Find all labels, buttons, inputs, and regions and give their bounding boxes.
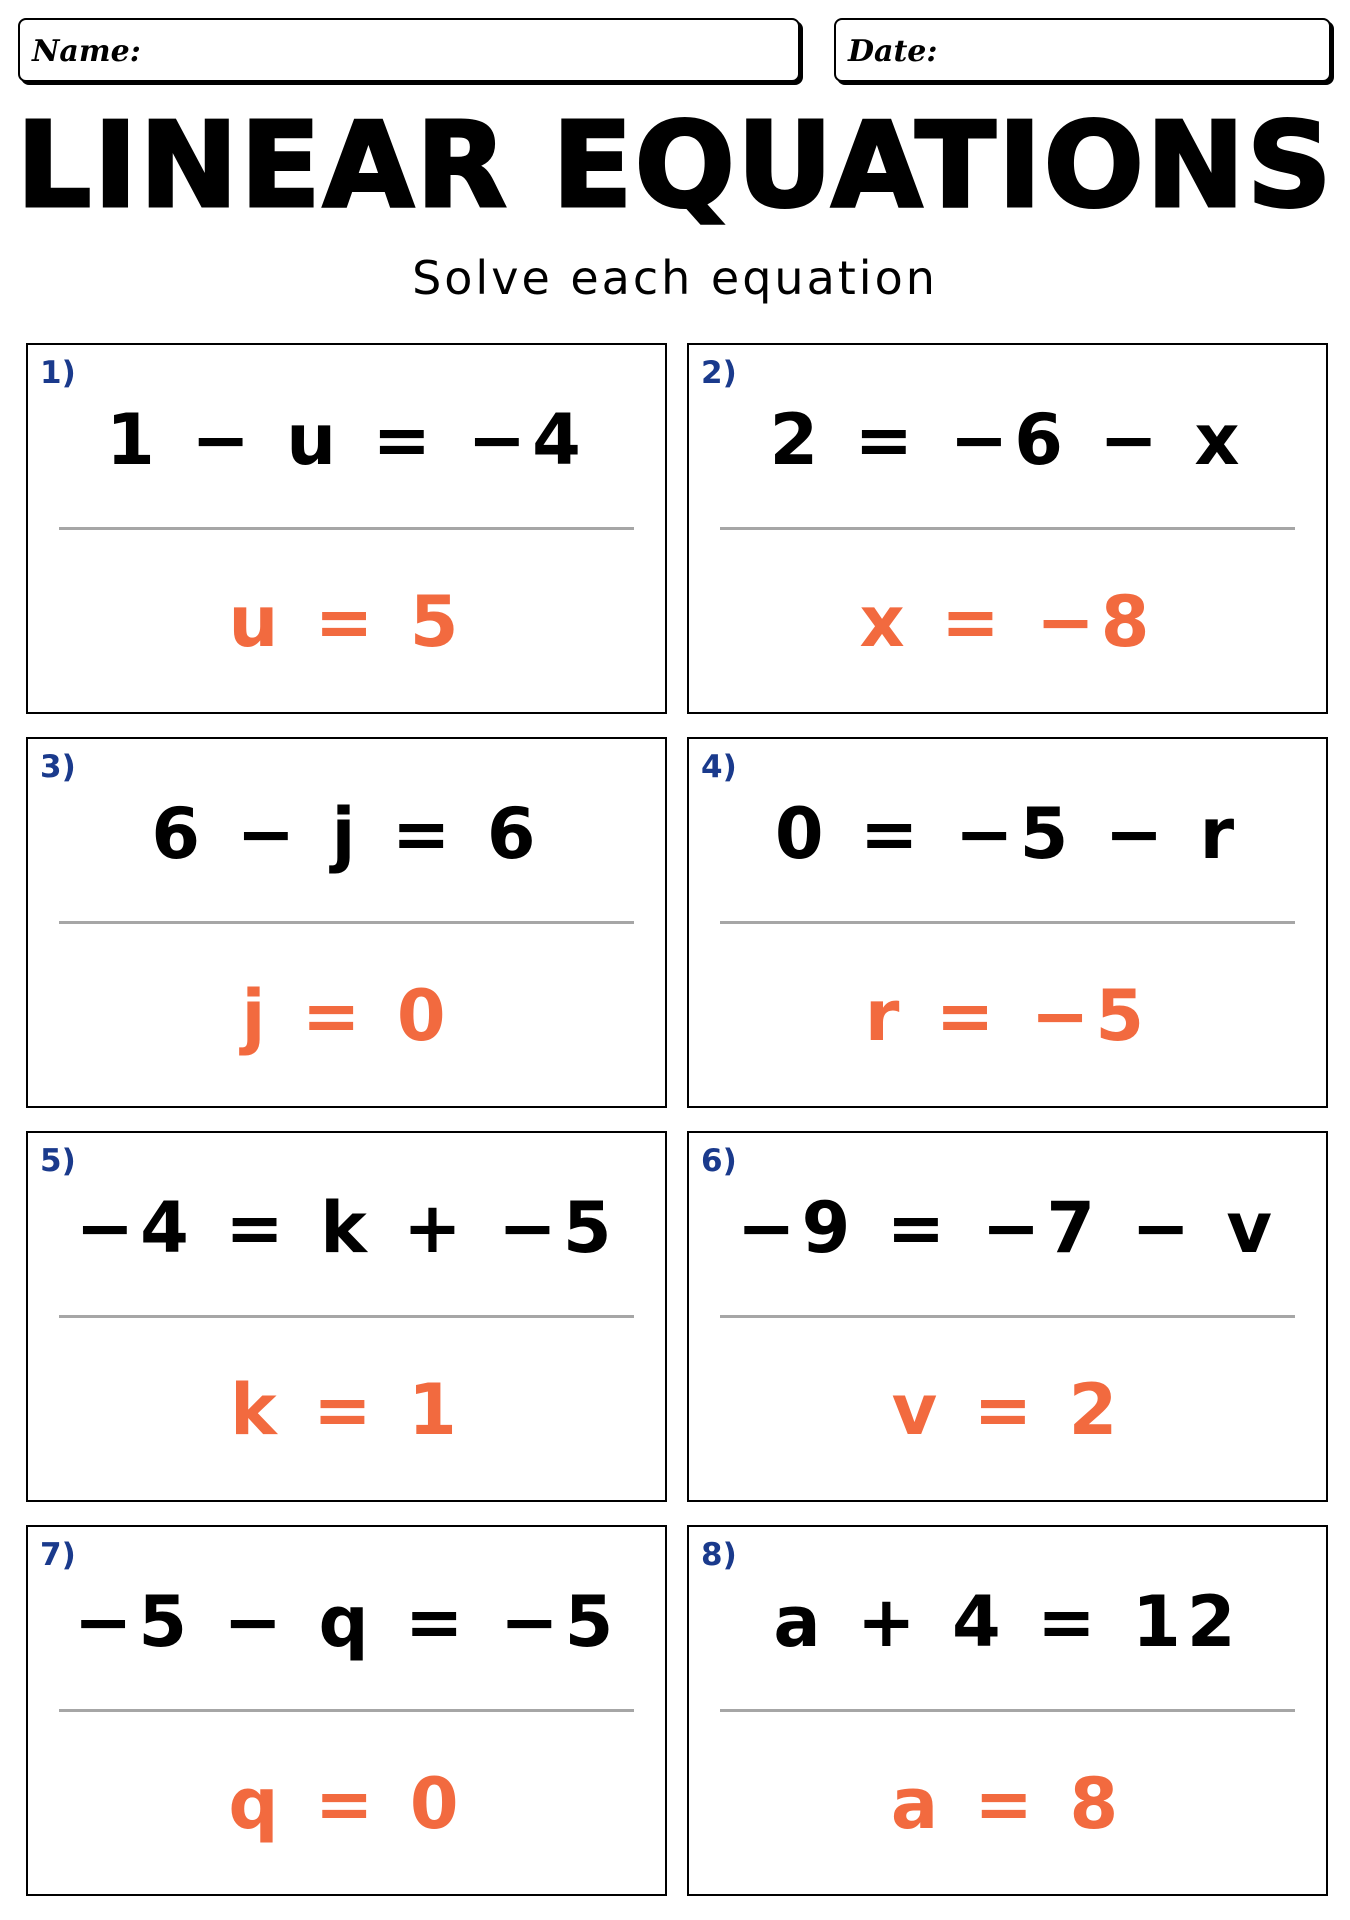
problem-equation: 0 = −5 − r <box>774 793 1241 875</box>
worksheet-title: LINEAR EQUATIONS <box>16 96 1334 234</box>
name-field[interactable] <box>18 18 800 82</box>
answer-line <box>720 527 1295 530</box>
answer-line <box>720 1315 1295 1318</box>
problem-answer: k = 1 <box>230 1369 463 1451</box>
problem-number: 4) <box>701 749 737 785</box>
worksheet-instructions: Solve each equation <box>412 251 938 305</box>
date-field[interactable] <box>834 18 1331 82</box>
answer-line <box>59 527 634 530</box>
date-label: Date: <box>848 34 938 69</box>
problem-card-4 <box>687 737 1328 1108</box>
problem-answer: x = −8 <box>859 581 1156 663</box>
problem-answer: r = −5 <box>864 975 1151 1057</box>
problem-card-1 <box>26 343 667 714</box>
problem-equation: −5 − q = −5 <box>73 1581 620 1663</box>
problem-equation: 6 − j = 6 <box>151 793 542 875</box>
problem-equation: −9 = −7 − v <box>736 1187 1279 1269</box>
problem-answer: a = 8 <box>890 1763 1125 1845</box>
problem-number: 5) <box>40 1143 76 1179</box>
problem-card-3 <box>26 737 667 1108</box>
answer-line <box>59 1709 634 1712</box>
problem-answer: q = 0 <box>228 1763 465 1845</box>
problem-grid <box>26 343 1328 1898</box>
problem-card-8 <box>687 1525 1328 1896</box>
answer-line <box>59 921 634 924</box>
name-label: Name: <box>32 34 141 69</box>
problem-answer: v = 2 <box>891 1369 1124 1451</box>
answer-line <box>720 921 1295 924</box>
problem-card-6 <box>687 1131 1328 1502</box>
problem-number: 2) <box>701 355 737 391</box>
problem-answer: u = 5 <box>228 581 465 663</box>
answer-line <box>59 1315 634 1318</box>
problem-card-7 <box>26 1525 667 1896</box>
problem-number: 7) <box>40 1537 76 1573</box>
problem-answer: j = 0 <box>241 975 452 1057</box>
answer-line <box>720 1709 1295 1712</box>
problem-card-5 <box>26 1131 667 1502</box>
problem-equation: 2 = −6 − x <box>769 399 1246 481</box>
problem-number: 1) <box>40 355 76 391</box>
problem-number: 6) <box>701 1143 737 1179</box>
problem-equation: 1 − u = −4 <box>106 399 587 481</box>
problem-number: 3) <box>40 749 76 785</box>
problem-number: 8) <box>701 1537 737 1573</box>
problem-equation: a + 4 = 12 <box>773 1581 1242 1663</box>
problem-equation: −4 = k + −5 <box>75 1187 618 1269</box>
problem-card-2 <box>687 343 1328 714</box>
